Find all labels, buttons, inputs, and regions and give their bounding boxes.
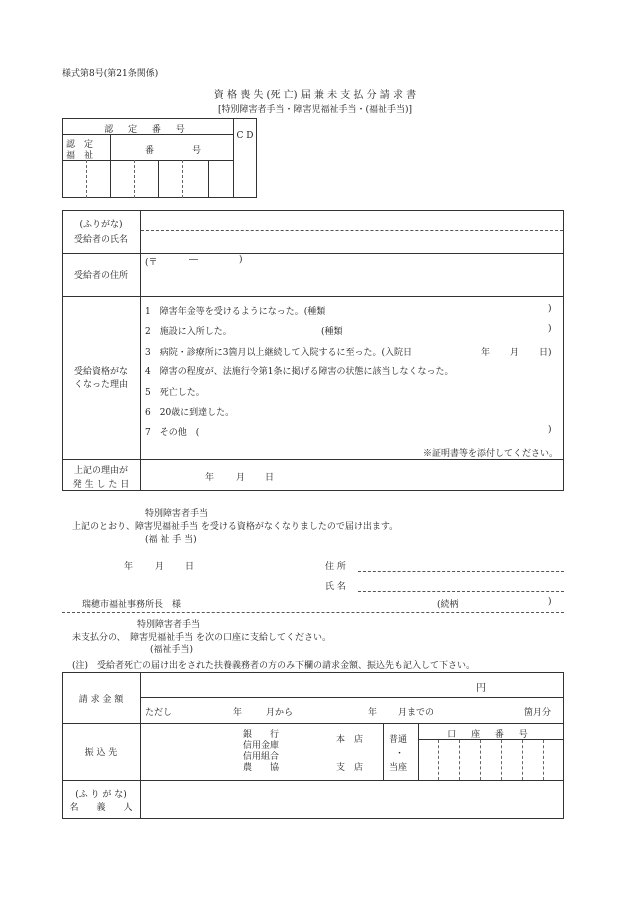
- cert-header: 認 定 番 号: [104, 125, 191, 135]
- amount-input[interactable]: [141, 673, 471, 696]
- cert-row-label-1: 認 定: [66, 140, 94, 150]
- reason-label-1: 受給資格がな: [73, 367, 128, 377]
- reason-item-1[interactable]: 1 障害年金等を受けるようになった。(種類: [145, 307, 326, 317]
- declarant-name-input[interactable]: [358, 577, 564, 591]
- period-from: 月から: [266, 708, 294, 718]
- cd-input[interactable]: [234, 161, 256, 197]
- unpaid-note: (注) 受給者死亡の届け出をされた扶養義務者の方のみ下欄の請求金額、振込先も記入して下さい。: [72, 661, 476, 671]
- form-title: 資 格 喪 失 (死 亡) 届 兼 未 支 払 分 請 求 書: [213, 90, 417, 101]
- reason-item-1-close: ): [548, 304, 552, 314]
- months-label: 箇月分: [524, 708, 552, 718]
- declaration-main: 上記のとおり、障害児福祉手当 を受ける資格がなくなりましたので届け出ます。: [72, 522, 399, 532]
- relation-close: ): [548, 597, 552, 607]
- declaration-day: 日: [185, 562, 195, 572]
- holder-label: 名 義 人: [69, 803, 133, 813]
- relation-input[interactable]: [462, 595, 546, 608]
- form-number: 様式第8号(第21条関係): [62, 69, 159, 79]
- amount-label: 請 求 金 額: [78, 695, 124, 705]
- occurrence-label-2: 発 生 し た 日: [72, 480, 130, 490]
- account-number-label: 口 座 番 号: [447, 730, 534, 740]
- declarant-address-label: 住 所: [325, 562, 346, 572]
- declaration-month: 月: [155, 562, 165, 572]
- yen-label: 円: [476, 683, 486, 694]
- period-year-until: 年: [368, 708, 378, 718]
- shiten-label: 支 店: [336, 763, 364, 773]
- reason-note: ※証明書等を添付してください。: [422, 449, 558, 459]
- reason-item-3[interactable]: 3 病院・診療所に3箇月以上継続して入院するに至った。(入院日: [145, 348, 412, 358]
- cert-row-label-2: 福 祉: [66, 151, 94, 161]
- address-label: 受給者の住所: [73, 271, 128, 281]
- reason-label-2: くなった理由: [73, 380, 128, 390]
- nokyo-label: 農 協: [243, 763, 280, 773]
- honten-label: 本 店: [336, 735, 364, 745]
- bank-label: 銀 行: [243, 730, 280, 740]
- name-label: 受給者の氏名: [73, 235, 128, 245]
- tadashi-label: ただし: [145, 708, 173, 718]
- reason-item-5[interactable]: 5 死亡した。: [145, 388, 205, 398]
- reason-item-2-type: (種類: [321, 327, 343, 337]
- cert-number-input[interactable]: [62, 161, 233, 197]
- declarant-name-label: 氏 名: [325, 582, 346, 592]
- declaration-bottom: (福 祉 手 当): [145, 535, 197, 545]
- reason-item-3-month: 月: [510, 348, 520, 358]
- address-input[interactable]: [141, 254, 563, 295]
- postal-close: ): [239, 255, 243, 265]
- bank-name-input[interactable]: [141, 724, 239, 779]
- postal-dash: ―: [189, 255, 198, 265]
- reason-item-7[interactable]: 7 その他 (: [145, 428, 200, 438]
- bango-1: 番: [145, 146, 155, 156]
- furigana-input[interactable]: [141, 211, 563, 229]
- occurrence-year: 年: [205, 473, 215, 483]
- unpaid-top: 特別障害者手当: [137, 620, 201, 630]
- cd-label: C D: [236, 131, 254, 141]
- occurrence-label-1: 上記の理由が: [73, 466, 128, 476]
- occurrence-date-input[interactable]: [141, 460, 563, 490]
- reason-item-7-close: ): [548, 425, 552, 435]
- bango-2: 号: [192, 146, 202, 156]
- account-number-input[interactable]: [419, 740, 563, 779]
- shinkin-label: 信用金庫: [243, 741, 280, 751]
- furigana-label: (ふりがな): [79, 220, 123, 230]
- period-until: 月までの: [398, 708, 435, 718]
- toza-label[interactable]: 当座: [389, 763, 408, 773]
- postal-open: (〒: [145, 258, 158, 268]
- form-subtitle: [特別障害者手当・障害児福祉手当・(福祉手当)]: [217, 105, 413, 115]
- reason-item-4[interactable]: 4 障害の程度が、法施行令第1条に掲げる障害の状態に該当しなくなった。: [145, 367, 454, 377]
- branch-name-input[interactable]: [282, 724, 332, 779]
- reason-item-6[interactable]: 6 20歳に到達した。: [145, 408, 235, 418]
- kumiai-label: 信用組合: [243, 752, 280, 762]
- account-type-dot: ・: [395, 749, 405, 759]
- reason-item-3-day: 日): [539, 348, 552, 358]
- occurrence-day: 日: [265, 473, 275, 483]
- holder-furigana-label: (ふ り が な): [75, 790, 127, 800]
- reason-item-2-close: ): [548, 324, 552, 334]
- name-input[interactable]: [141, 231, 563, 252]
- relation-label: (続柄: [437, 600, 459, 610]
- declaration-top: 特別障害者手当: [145, 509, 209, 519]
- holder-name-input[interactable]: [141, 781, 563, 818]
- declarant-address-input[interactable]: [358, 557, 564, 571]
- reason-item-2[interactable]: 2 施設に入所した。: [145, 327, 232, 337]
- declaration-year: 年: [124, 562, 134, 572]
- addressee: 瑞穂市福祉事務所長 様: [82, 600, 182, 610]
- reason-item-3-year: 年: [481, 348, 491, 358]
- transfer-label: 振 込 先: [84, 748, 118, 758]
- unpaid-main: 未支払分の、 障害児福祉手当 を次の口座に支給してください。: [72, 633, 332, 643]
- period-year-from: 年: [233, 708, 243, 718]
- futsu-label[interactable]: 普通: [389, 735, 408, 745]
- unpaid-bottom: (福祉手当): [150, 645, 194, 655]
- occurrence-month: 月: [236, 473, 246, 483]
